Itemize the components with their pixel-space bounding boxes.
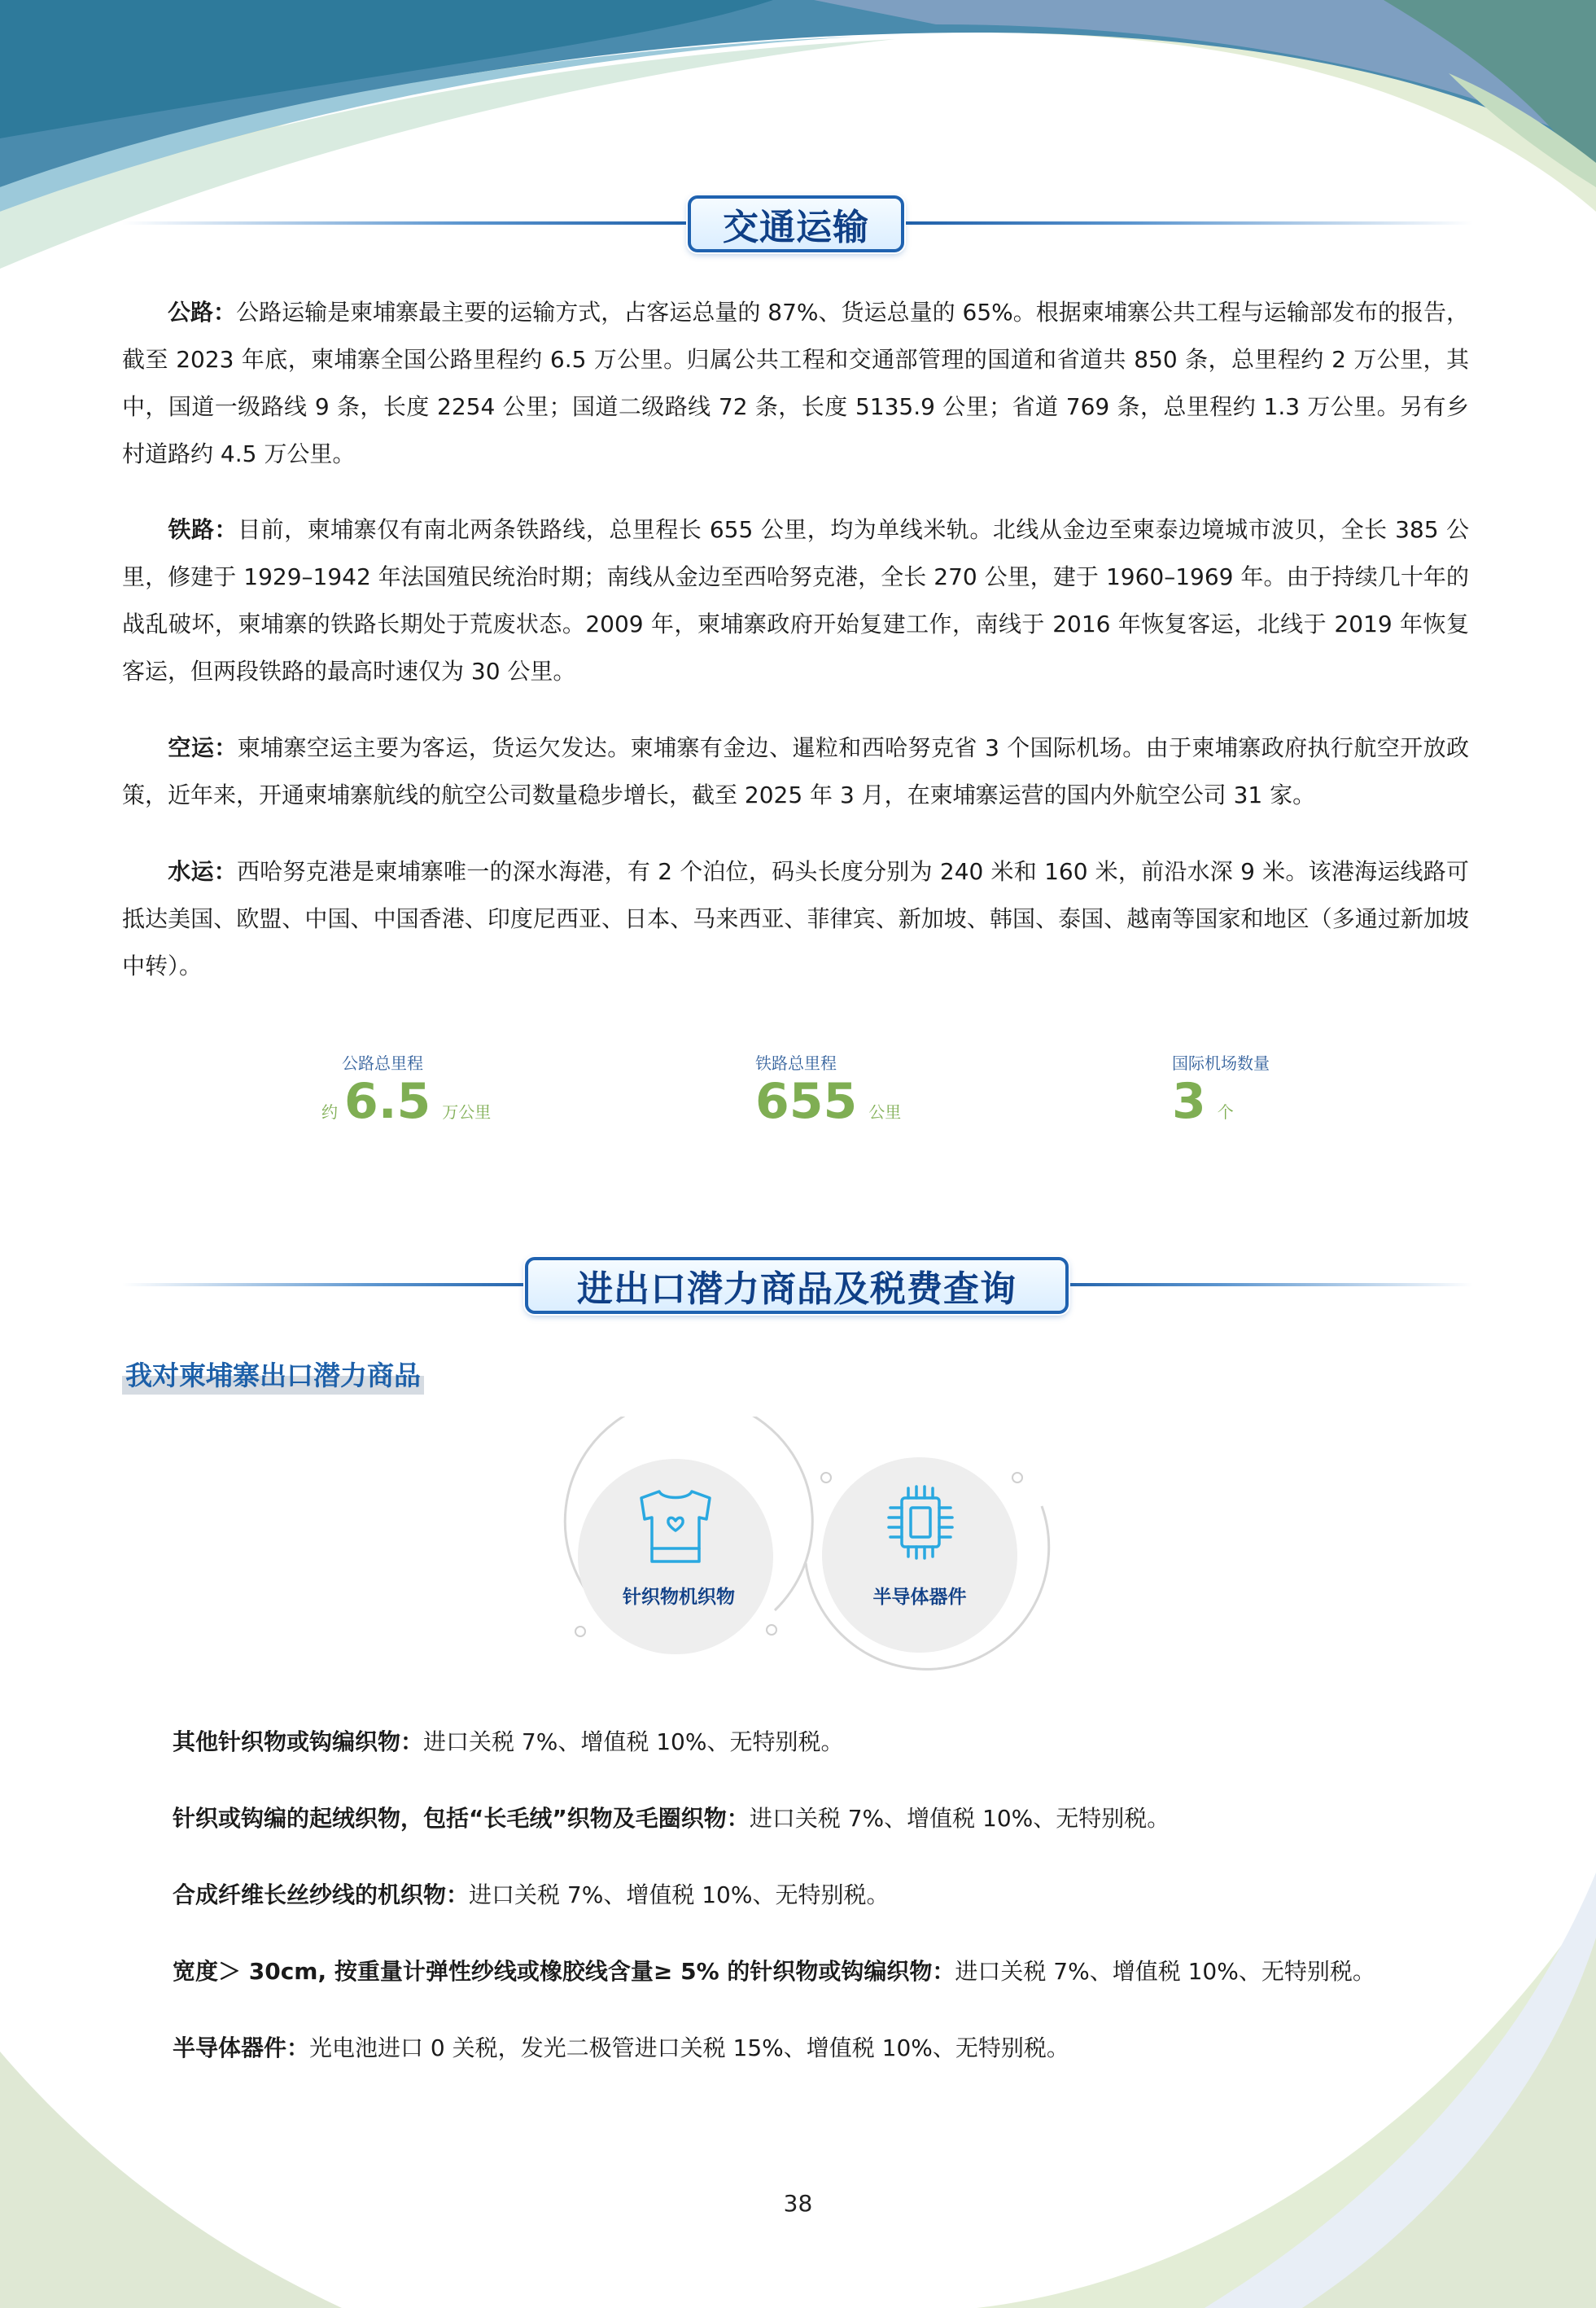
section-title-box (688, 195, 904, 252)
paragraph-lead: 公路： (168, 299, 237, 326)
tax-item-text: 光电池进口 0 关税，发光二极管进口关税 15%、增值税 10%、无特别税。 (309, 2034, 1069, 2061)
tax-item-lead: 半导体器件： (173, 2034, 310, 2061)
stat-caption: 公路总里程 (342, 1053, 423, 1073)
decor-dot (1012, 1473, 1022, 1482)
tax-item-lead: 其他针织物或钩编织物： (173, 1728, 424, 1755)
stat-road-length (321, 1050, 491, 1128)
paragraph-text: 公路运输是柬埔寨最主要的运输方式，占客运总量的 87%、货运总量的 65%。根据柬埔寨公共工程与运输部发布的报告，截至 2023 年底，柬埔寨全国公路里程约 6.5 万公里。归属公共工程和交通部管理的国道和省道共 850 条，总里程约 2 万公里，其中，国道一级路线 9 条，长度 2254 公里；国道二级路线 72 条，长度 5135.9 公里；省道 769 条，总里程约 1.3 万公里。另有乡村道路约 4.5 万公里。 (122, 299, 1469, 467)
header-line-right (903, 221, 1473, 225)
page-number: 38 (783, 2190, 813, 2217)
stat-rail-length (755, 1050, 901, 1128)
circle-label-semiconductors: 半导体器件 (872, 1587, 967, 1608)
stat-value: 6.5 (344, 1073, 431, 1130)
tax-item-lead: 合成纤维长丝纱线的机织物： (173, 1881, 470, 1908)
circle-label-textiles: 针织物机织物 (623, 1587, 735, 1608)
tax-item-text: 进口关税 7%、增值税 10%、无特别税。 (423, 1728, 844, 1755)
stat-caption: 铁路总里程 (755, 1053, 837, 1073)
paragraph-lead: 空运： (168, 734, 238, 761)
paragraph-air (122, 725, 1469, 819)
tax-item-lead: 宽度＞ 30cm, 按重量计弹性纱线或橡胶线含量≥ 5% 的针织物或钩编织物： (173, 1958, 955, 1985)
paragraph-lead: 水运： (168, 858, 237, 885)
paragraph-text: 目前，柬埔寨仅有南北两条铁路线，总里程长 655 公里，均为单线米轨。北线从金边至柬泰边境城市波贝，全长 385 公里，修建于 1929–1942 年法国殖民统治时期；南线从金边至西哈努克港，全长 270 公里，建于 1960–1969 年。由于持续几十年的战乱破坏，柬埔寨的铁路长期处于荒废状态。2009 年，柬埔寨政府开始复建工作，南线于 2016 年恢复客运，北线于 2019 年恢复客运，但两段铁路的最高时速仅为 30 公里。 (122, 516, 1469, 685)
stat-unit: 万公里 (442, 1102, 492, 1122)
tax-item-text: 进口关税 7%、增值税 10%、无特别税。 (469, 1881, 890, 1908)
subsection-title: 我对柬埔寨出口潜力商品 (122, 1353, 424, 1395)
tax-item-text: 进口关税 7%、增值税 10%、无特别税。 (955, 1958, 1375, 1985)
product-circles (537, 1417, 1058, 1693)
stat-value: 655 (755, 1073, 858, 1130)
paragraph-text: 西哈努克港是柬埔寨唯一的深水海港，有 2 个泊位，码头长度分别为 240 米和 160 米，前沿水深 9 米。该港海运线路可抵达美国、欧盟、中国、中国香港、印度尼西亚、日本、马来西亚、菲律宾、新加坡、韩国、泰国、越南等国家和地区（多通过新加坡中转）。 (122, 858, 1469, 979)
stat-caption: 国际机场数量 (1172, 1053, 1270, 1073)
tax-item (173, 1726, 1491, 1758)
tax-item-lead: 针织或钩编的起绒织物，包括“长毛绒”织物及毛圈织物： (173, 1805, 750, 1832)
section-title-box (525, 1257, 1069, 1314)
paragraph-road (122, 289, 1469, 478)
tax-item (173, 2032, 1491, 2065)
circle-bg-right (822, 1457, 1017, 1653)
tax-item-text: 进口关税 7%、增值税 10%、无特别税。 (749, 1805, 1170, 1832)
stat-value: 3 (1172, 1073, 1206, 1130)
section-title: 交通运输 (723, 207, 869, 248)
stat-airport-count (1172, 1050, 1270, 1128)
decor-dot (767, 1625, 776, 1635)
stat-unit: 公里 (868, 1102, 902, 1122)
paragraph-text: 柬埔寨空运主要为客运，货运欠发达。柬埔寨有金边、暹粒和西哈努克省 3 个国际机场。由于柬埔寨政府执行航空开放政策，近年来，开通柬埔寨航线的航空公司数量稳步增长，截至 2025 年 3 月，在柬埔寨运营的国内外航空公司 31 家。 (122, 734, 1469, 808)
paragraph-water (122, 848, 1469, 990)
decor-dot (821, 1473, 831, 1482)
paragraph-rail (122, 506, 1469, 695)
stat-unit: 个 (1217, 1102, 1234, 1122)
paragraph-lead: 铁路： (168, 516, 238, 543)
header-line-left (122, 221, 692, 225)
header-line-left (122, 1283, 545, 1286)
header-line-right (1050, 1283, 1473, 1286)
decor-dot (575, 1627, 585, 1636)
stat-prefix: 约 (321, 1102, 338, 1122)
section-header-transport (122, 191, 1473, 256)
circle-bg-left (578, 1459, 773, 1654)
tax-item (173, 1955, 1491, 1988)
tax-item (173, 1802, 1491, 1835)
tax-item (173, 1879, 1491, 1912)
section-header-trade (122, 1252, 1473, 1317)
section-title: 进出口潜力商品及税费查询 (577, 1268, 1017, 1310)
